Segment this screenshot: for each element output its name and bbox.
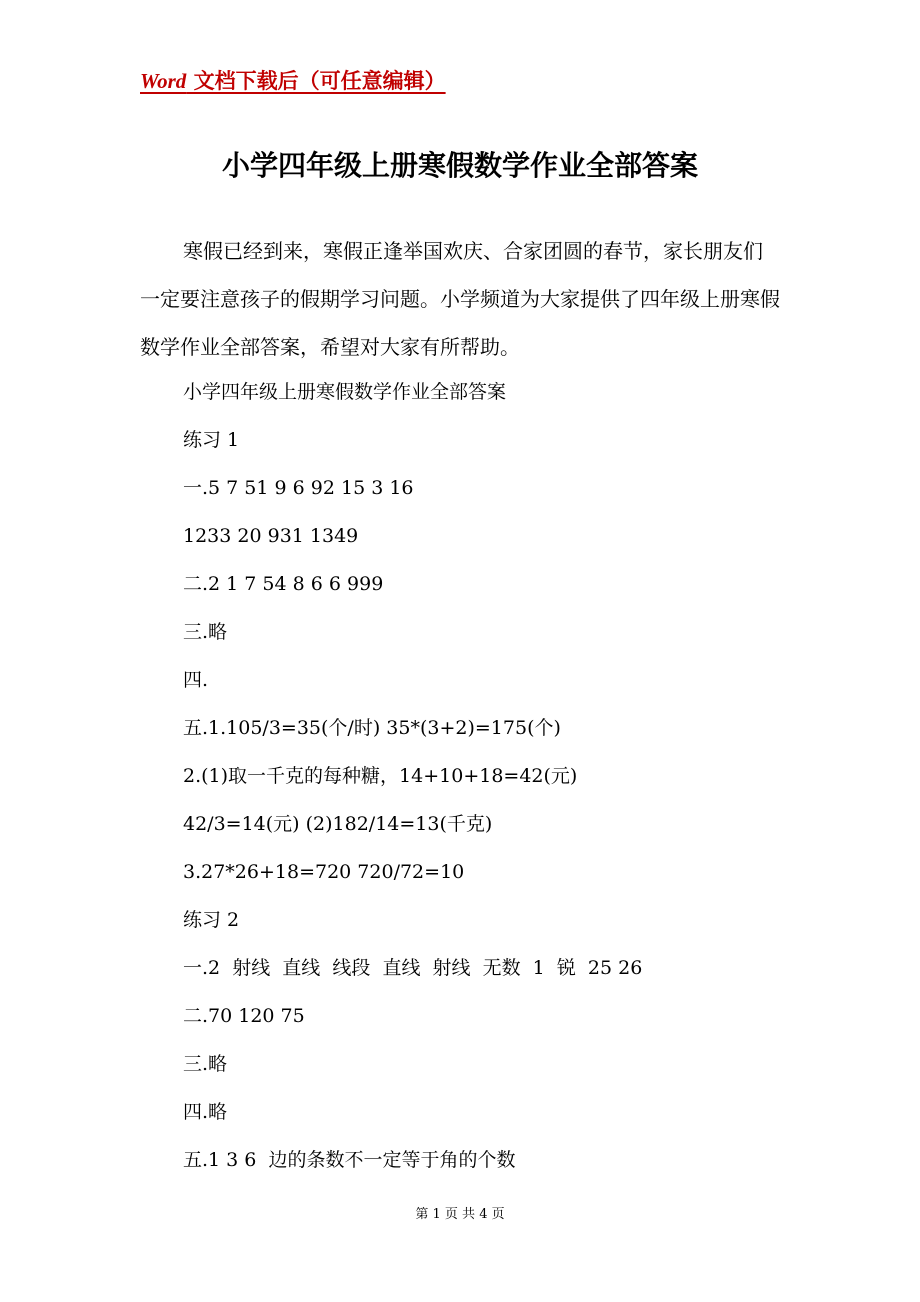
answer-line: 一.5 7 51 9 6 92 15 3 16 <box>183 477 414 499</box>
answer-list <box>183 368 642 1184</box>
answer-line: 五.1 3 6 边的条数不一定等于角的个数 <box>183 1149 516 1171</box>
answer-line: 小学四年级上册寒假数学作业全部答案 <box>183 381 507 403</box>
page-footer: 第 1 页 共 4 页 <box>415 1207 505 1222</box>
answer-line: 二.70 120 75 <box>183 1005 305 1027</box>
answer-line: 一.2 射线 直线 线段 直线 射线 无数 1 锐 25 26 <box>183 957 643 979</box>
answer-line: 四.略 <box>183 1101 228 1123</box>
answer-line: 三.略 <box>183 621 228 643</box>
intro-paragraph: 寒假已经到来，寒假正逢举国欢庆、合家团圆的春节，家长朋友们一定要注意孩子的假期学习问题。小学频道为大家提供了四年级上册寒假数学作业全部答案，希望对大家有所帮助。 <box>140 239 780 359</box>
download-header-link[interactable] <box>140 66 446 96</box>
answer-line: 练习 1 <box>183 429 240 451</box>
document-title: 小学四年级上册寒假数学作业全部答案 <box>221 149 698 182</box>
answer-line: 42/3=14(元) (2)182/14=13(千克) <box>183 813 493 835</box>
answer-line: 1233 20 931 1349 <box>183 525 359 547</box>
answer-line: 五.1.105/3=35(个/时) 35*(3+2)=175(个) <box>183 717 561 739</box>
header-word: Word <box>140 69 187 93</box>
answer-line: 四. <box>183 669 209 691</box>
answer-line: 二.2 1 7 54 8 6 6 999 <box>183 573 384 595</box>
answer-line: 3.27*26+18=720 720/72=10 <box>183 861 465 883</box>
answer-line: 2.(1)取一千克的每种糖，14+10+18=42(元) <box>183 765 578 787</box>
header-text: 文档下载后（可任意编辑） <box>186 68 446 93</box>
answer-line: 三.略 <box>183 1053 228 1075</box>
answer-line: 练习 2 <box>183 909 240 931</box>
